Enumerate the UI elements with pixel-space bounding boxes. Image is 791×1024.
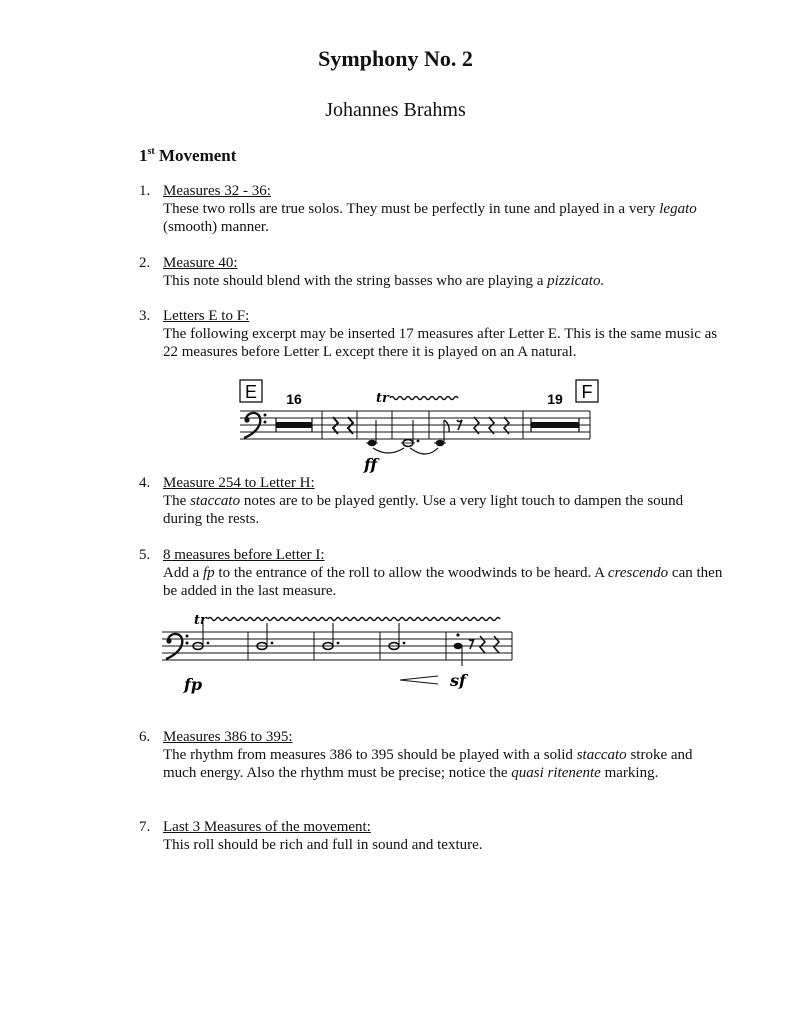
trill-line xyxy=(208,618,500,621)
music-excerpt-1-svg xyxy=(236,376,596,476)
note-dotted-half-3 xyxy=(323,623,339,649)
quarter-rests-a xyxy=(333,417,353,434)
item-text xyxy=(163,746,723,782)
item-text xyxy=(163,200,723,236)
item-body xyxy=(163,254,723,290)
trill-mark: tr xyxy=(194,613,207,628)
item-body xyxy=(163,182,723,236)
item-text-part: stroke and much energy. Also the rhythm must be precise; notice the xyxy=(163,747,693,781)
item-text-part: The rhythm from measures 386 to 395 should be played with a solid xyxy=(163,747,577,763)
item-emphasis: staccato xyxy=(576,747,627,763)
composer-name: Johannes Brahms xyxy=(325,99,466,121)
section-ordinal-suffix: st xyxy=(147,146,155,157)
item-body xyxy=(163,307,723,361)
note-half-dotted xyxy=(401,420,419,446)
item-body xyxy=(163,546,723,600)
dynamic-ff: ff xyxy=(364,455,378,474)
music-excerpt-1 xyxy=(236,376,596,476)
item-text: The following excerpt may be inserted 17 measures after Letter E. This is the same music as 22 measures before Letter L except there it is played on an A natural. xyxy=(163,326,718,360)
item-body xyxy=(163,818,723,854)
item-heading: Measure 40: xyxy=(163,255,238,271)
item-number: 7. xyxy=(139,819,151,835)
item-text-part: can then be added in the last measure. xyxy=(163,565,723,599)
item-text-part: (smooth) manner. xyxy=(163,219,269,235)
trill-mark: tr xyxy=(376,391,389,406)
rests-c xyxy=(469,636,499,653)
music-excerpt-2 xyxy=(160,608,520,698)
item-emphasis: legato xyxy=(659,201,697,217)
item-text-part: marking. xyxy=(600,765,659,781)
item-text: This roll should be rich and full in sound and texture. xyxy=(163,837,483,853)
item-number: 6. xyxy=(139,729,151,745)
item-emphasis: staccato xyxy=(190,493,241,509)
item-text-part: to the entrance of the roll to allow the woodwinds to be heard. A xyxy=(214,565,608,581)
item-text-part: This note should blend with the string basses who are playing a xyxy=(163,273,548,289)
item-body xyxy=(163,728,723,782)
item-text-part: Add a xyxy=(163,565,203,581)
bass-clef-icon xyxy=(166,634,189,659)
item-text xyxy=(163,492,723,528)
rest-count-2: 19 xyxy=(547,391,563,407)
music-excerpt-2-svg xyxy=(160,608,520,698)
multi-rest-1 xyxy=(276,422,312,428)
bass-clef-icon xyxy=(244,413,267,438)
item-number: 1. xyxy=(139,183,151,199)
item-emphasis: pizzicato. xyxy=(547,273,605,289)
item-number: 3. xyxy=(139,308,151,324)
note-dotted-half-4 xyxy=(389,623,405,649)
page-title: Symphony No. 2 xyxy=(318,46,473,71)
item-text-part: These two rolls are true solos. They must be perfectly in tune and played in a very xyxy=(163,201,656,217)
section-heading xyxy=(139,143,236,169)
rest-count-1: 16 xyxy=(286,391,302,407)
section-label: Movement xyxy=(158,146,237,165)
tie-1 xyxy=(373,448,404,453)
note-quarter-1 xyxy=(366,420,378,446)
note-dotted-half-2 xyxy=(257,623,273,649)
item-body xyxy=(163,474,723,528)
item-number: 4. xyxy=(139,475,151,491)
rests-b xyxy=(457,417,509,434)
dynamic-fp: fp xyxy=(184,675,203,694)
item-heading: Measures 386 to 395: xyxy=(163,729,293,745)
note-eighth-staccato xyxy=(454,633,463,666)
item-text xyxy=(163,564,723,600)
item-emphasis: fp xyxy=(203,565,215,581)
dynamic-sf: sf xyxy=(450,671,466,690)
item-text-part: The xyxy=(163,493,191,509)
multi-rest-2 xyxy=(531,422,579,428)
crescendo-hairpin xyxy=(400,676,438,684)
item-heading: Measure 254 to Letter H: xyxy=(163,475,315,491)
item-heading: Last 3 Measures of the movement: xyxy=(163,819,371,835)
tie-2 xyxy=(410,448,438,454)
trill-line xyxy=(390,397,458,400)
item-heading: Measures 32 - 36: xyxy=(163,183,271,199)
item-number: 5. xyxy=(139,547,151,563)
item-text xyxy=(163,272,723,290)
rehearsal-mark-end: F xyxy=(581,382,593,402)
note-eighth xyxy=(434,420,449,446)
item-emphasis: crescendo xyxy=(607,565,669,581)
item-heading: Letters E to F: xyxy=(163,308,250,324)
item-emphasis: quasi ritenente xyxy=(511,765,601,781)
rehearsal-mark-start: E xyxy=(244,382,258,402)
section-ordinal: 1 xyxy=(139,146,148,165)
item-number: 2. xyxy=(139,255,151,271)
item-heading: 8 measures before Letter I: xyxy=(163,547,325,563)
item-text-part: notes are to be played gently. Use a very light touch to dampen the sound during the rests. xyxy=(163,493,684,527)
